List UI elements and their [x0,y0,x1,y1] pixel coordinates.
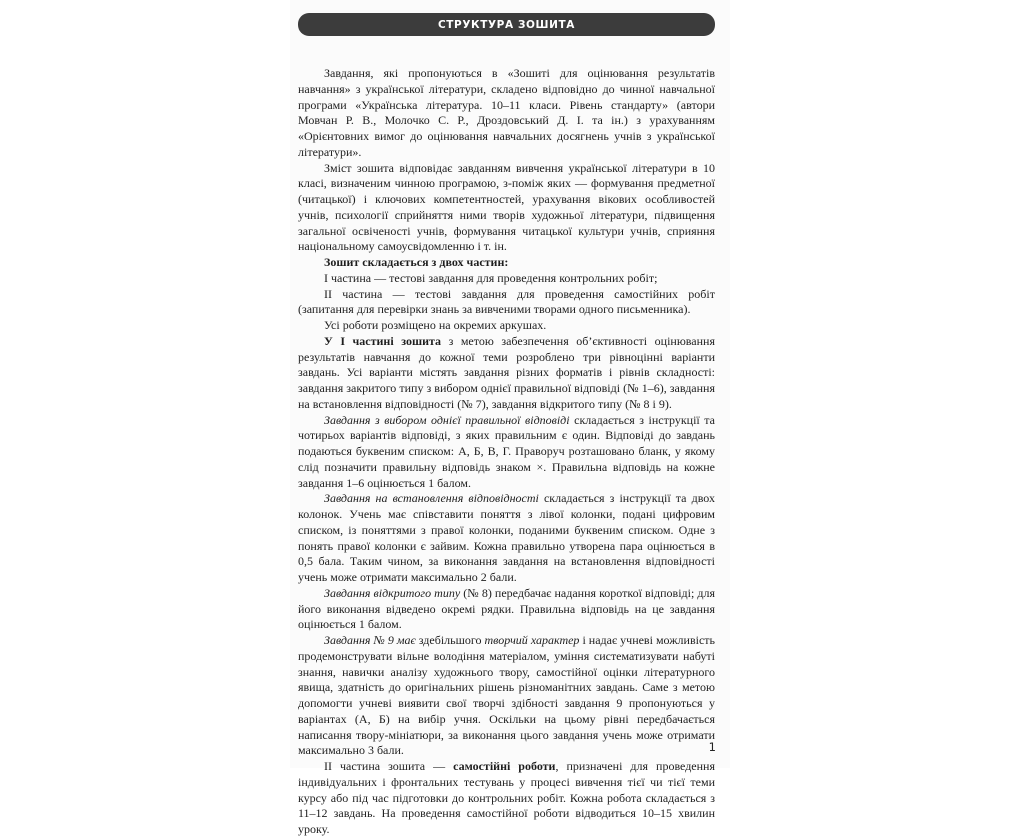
paragraph-matching [298,491,715,586]
paragraph-part-two-item: II частина — тестові завдання для проведення самостійних робіт (запитання для перевірки знань за вивченими творами одного письменника). [298,286,715,317]
document-body [298,66,715,838]
paragraph-part-one [298,334,715,413]
single-choice-text: складається з інструкції та чотирьох варіантів відповіді, з яких правильним є один. Відповіді до завдань подаються буквеним списком: А, Б, В, Г. Праворуч розташовано бланк, у якому слід позначити правильну відповідь знаком ×. Правильна відповідь на кожне завдання 1–6 оцінюється 1 балом. [298,412,715,490]
task-nine-mid: здебільшого [415,633,485,647]
paragraph-single-choice [298,413,715,492]
matching-term: Завдання на встановлення відповідності [324,491,539,506]
creative-term: творчий характер [484,633,580,647]
part-two-text: , призначені для проведення індивідуальних і фронтальних тестувань у процесі вивчення тієї чи тієї теми курсу або під час підготовки до контрольних робіт. Кожна робота складається з 11–12 завдань. На проведення самостійної роботи відводиться 10–15 хвилин уроку. [298,759,715,836]
paragraph-creative-task [298,633,715,759]
paragraph-separate-sheets: Усі роботи розміщено на окремих аркушах. [324,318,547,332]
section-header-bar [298,13,715,36]
part-one-text: з метою забезпечення об’єктивності оцінювання результатів навчання до кожної теми розроблено три рівноцінні варіанти завдань. Усі варіанти містять завдання різних форматів і рівнів складності: завдання закритого типу з вибором однієї правильної відповіді (№ 1–6), завдання на встановлення відповідності (№ 7), завдання відкритого типу (№ 8 і 9). [298,333,715,411]
part-two-start: II частина зошита — [324,759,454,773]
open-type-text: (№ 8) передбачає надання короткої відповіді; для його виконання відведено окремі рядки. Правильна відповідь на це завдання оцінюється 1 балом. [298,585,715,632]
structure-lead-text: Зошит складається з двох частин: [324,255,509,269]
section-title: СТРУКТУРА ЗОШИТА [437,18,575,31]
part-two-emphasis: самостійні роботи [453,759,556,773]
matching-text: складається з інструкції та двох колонок. Учень має співставити поняття з лівої колонки, подані цифровим списком, із поняттями з правої колонки, поданими буквеним списком. Одне з понять правої колонки є зайвим. Кожна правильно утворена пара оцінюється в 0,5 бала. Таким чином, за виконання завдання на встановлення відповідності учень може отримати максимально 2 бали. [298,491,715,584]
task-nine-term: Завдання № 9 має [324,633,416,647]
paragraph-part-two [298,759,715,838]
part-one-emphasis: У I частині зошита [324,333,442,348]
single-choice-term: Завдання з вибором однієї правильної відповіді [324,412,570,427]
page-number: 1 [708,740,716,754]
paragraph-open-type [298,586,715,633]
paragraph-structure-lead [298,255,715,271]
creative-task-text: і надає учневі можливість продемонструвати вільне володіння матеріалом, уміння систематизувати набуті знання, навички аналізу художнього твору, самостійної оцінки літературного явища, здатність до оригінальних рішень різноманітних завдань. Саме з метою допомогти учневі виявити свої творчі здібності завдання 9 пропонуються у варіантах (А, Б) на вибір учня. Оскільки на цьому рівні передбачається написання твору-мініатюри, за виконання цього завдання учень може отримати максимально 3 бали. [298,633,715,758]
paragraph-part-one-item: I частина — тестові завдання для проведення контрольних робіт; [324,270,658,285]
paragraph-intro: Завдання, які пропонуються в «Зошиті для оцінювання результатів навчання» з української літератури, складено відповідно до чинної навчальної програми «Українська література. 10–11 класи. Рівень стандарту» (автори Мовчан Р. В., Молочко С. Р., Дроздовський Д. І. та ін.) з урахуванням «Орієнтовних вимог до оцінювання навчальних досягнень учнів з української літератури». [298,66,715,159]
open-type-term: Завдання відкритого типу [324,585,461,600]
paragraph-content-goals: Зміст зошита відповідає завданням вивчення української літератури в 10 класі, визначеним чинною програмою, з-поміж яких — формування предметної (читацької) і ключових компетентностей, урахування вікових особливостей учнів, психології сприйняття ними творів художньої літератури, підвищення загальної освіченості учнів, формування читацької культури учнів, сприяння національному самоусвідомленню і т. ін. [298,160,715,254]
